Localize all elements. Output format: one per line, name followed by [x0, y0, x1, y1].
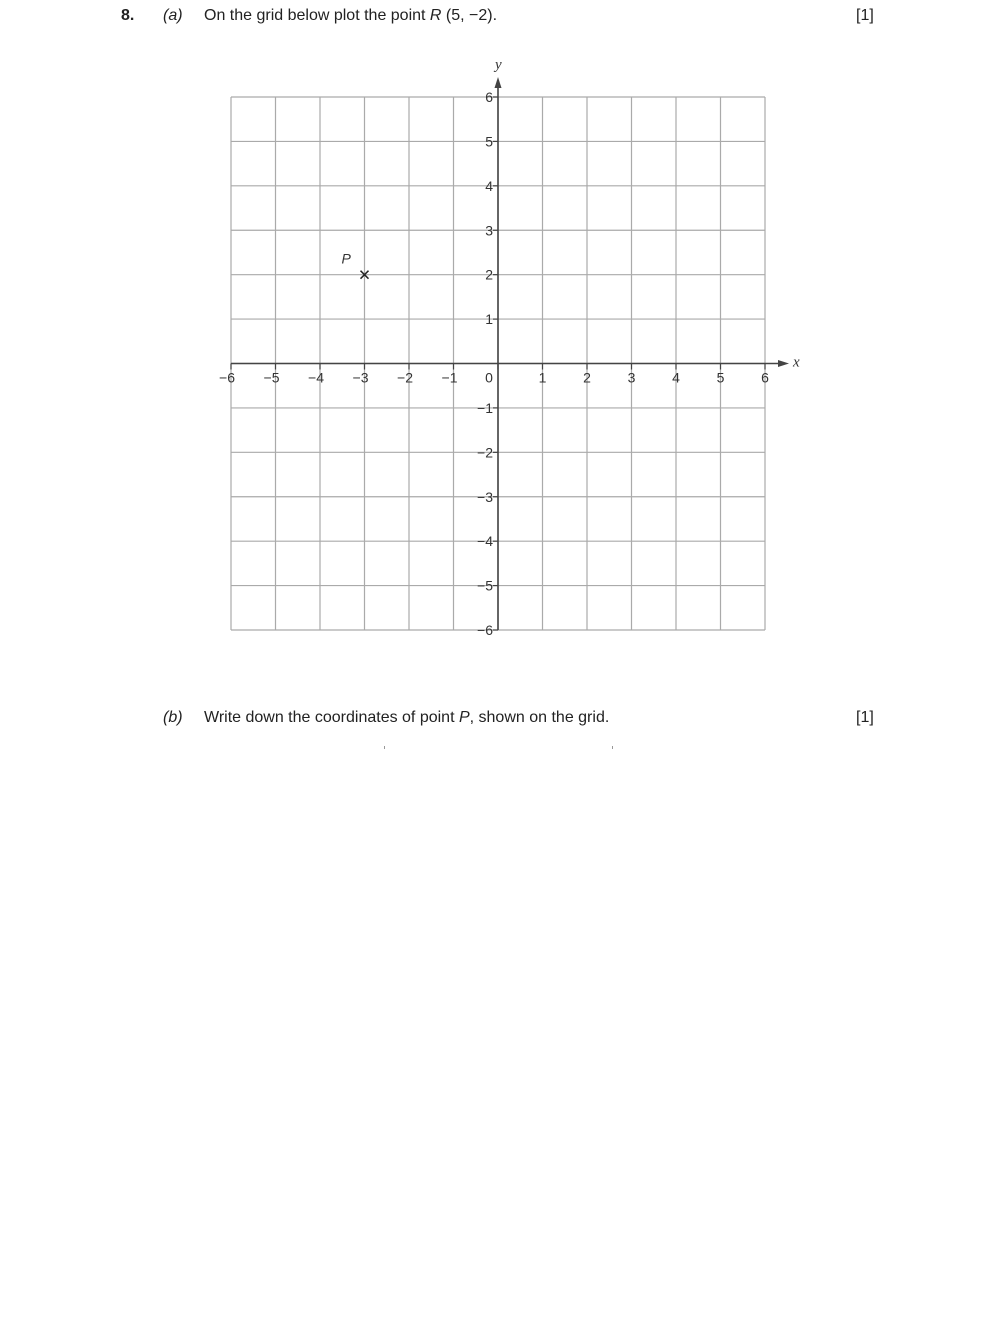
y-axis-arrow-icon	[495, 77, 502, 88]
y-tick-label: 2	[485, 266, 493, 283]
part-b-text	[204, 709, 609, 727]
x-tick-label: −2	[397, 369, 413, 386]
answer-mark-right	[612, 746, 613, 749]
x-axis-label: x	[793, 354, 800, 371]
answer-mark-left	[384, 746, 385, 749]
x-tick-label: −1	[441, 369, 458, 386]
x-axis-arrow-icon	[778, 360, 789, 367]
y-tick-label: 4	[485, 177, 493, 194]
part-a-label: (a)	[163, 7, 183, 24]
part-a-text-after: (5, −2).	[441, 7, 498, 24]
y-axis-label: y	[495, 57, 502, 73]
part-a-text-before: On the grid below plot the point	[204, 7, 430, 24]
x-tick-label: −4	[308, 369, 324, 386]
x-tick-label: 1	[538, 369, 547, 386]
y-tick-label: −3	[477, 488, 493, 505]
x-tick-label: −5	[263, 369, 280, 386]
y-tick-label: −4	[477, 533, 493, 550]
y-tick-label: −2	[477, 444, 493, 461]
y-tick-label: 3	[485, 222, 493, 239]
x-tick-label: −6	[219, 369, 235, 386]
x-tick-label: 5	[716, 369, 725, 386]
x-tick-label: 6	[761, 369, 769, 386]
part-b-text-before: Write down the coordinates of point	[204, 709, 459, 726]
y-tick-label: 5	[485, 133, 493, 150]
x-tick-label: −3	[352, 369, 369, 386]
x-tick-label: 2	[583, 369, 591, 386]
part-b-label: (b)	[163, 709, 183, 726]
part-b-point-name: P	[458, 709, 470, 726]
y-tick-label: −1	[477, 399, 493, 416]
part-b-text-after: , shown on the grid.	[469, 709, 610, 726]
part-b-marks: [1]	[856, 709, 874, 726]
point-label: P	[341, 250, 351, 267]
question-number: 8.	[121, 7, 135, 24]
x-tick-label: 4	[672, 369, 680, 386]
y-tick-label: −5	[477, 577, 493, 594]
part-a-point-name: R	[429, 7, 442, 24]
part-a-marks: [1]	[856, 7, 874, 24]
y-tick-label: −6	[477, 622, 493, 638]
x-tick-label: 0	[485, 369, 493, 386]
y-tick-label: 1	[485, 311, 493, 328]
x-tick-label: 3	[627, 369, 636, 386]
y-tick-label: 6	[485, 89, 493, 105]
